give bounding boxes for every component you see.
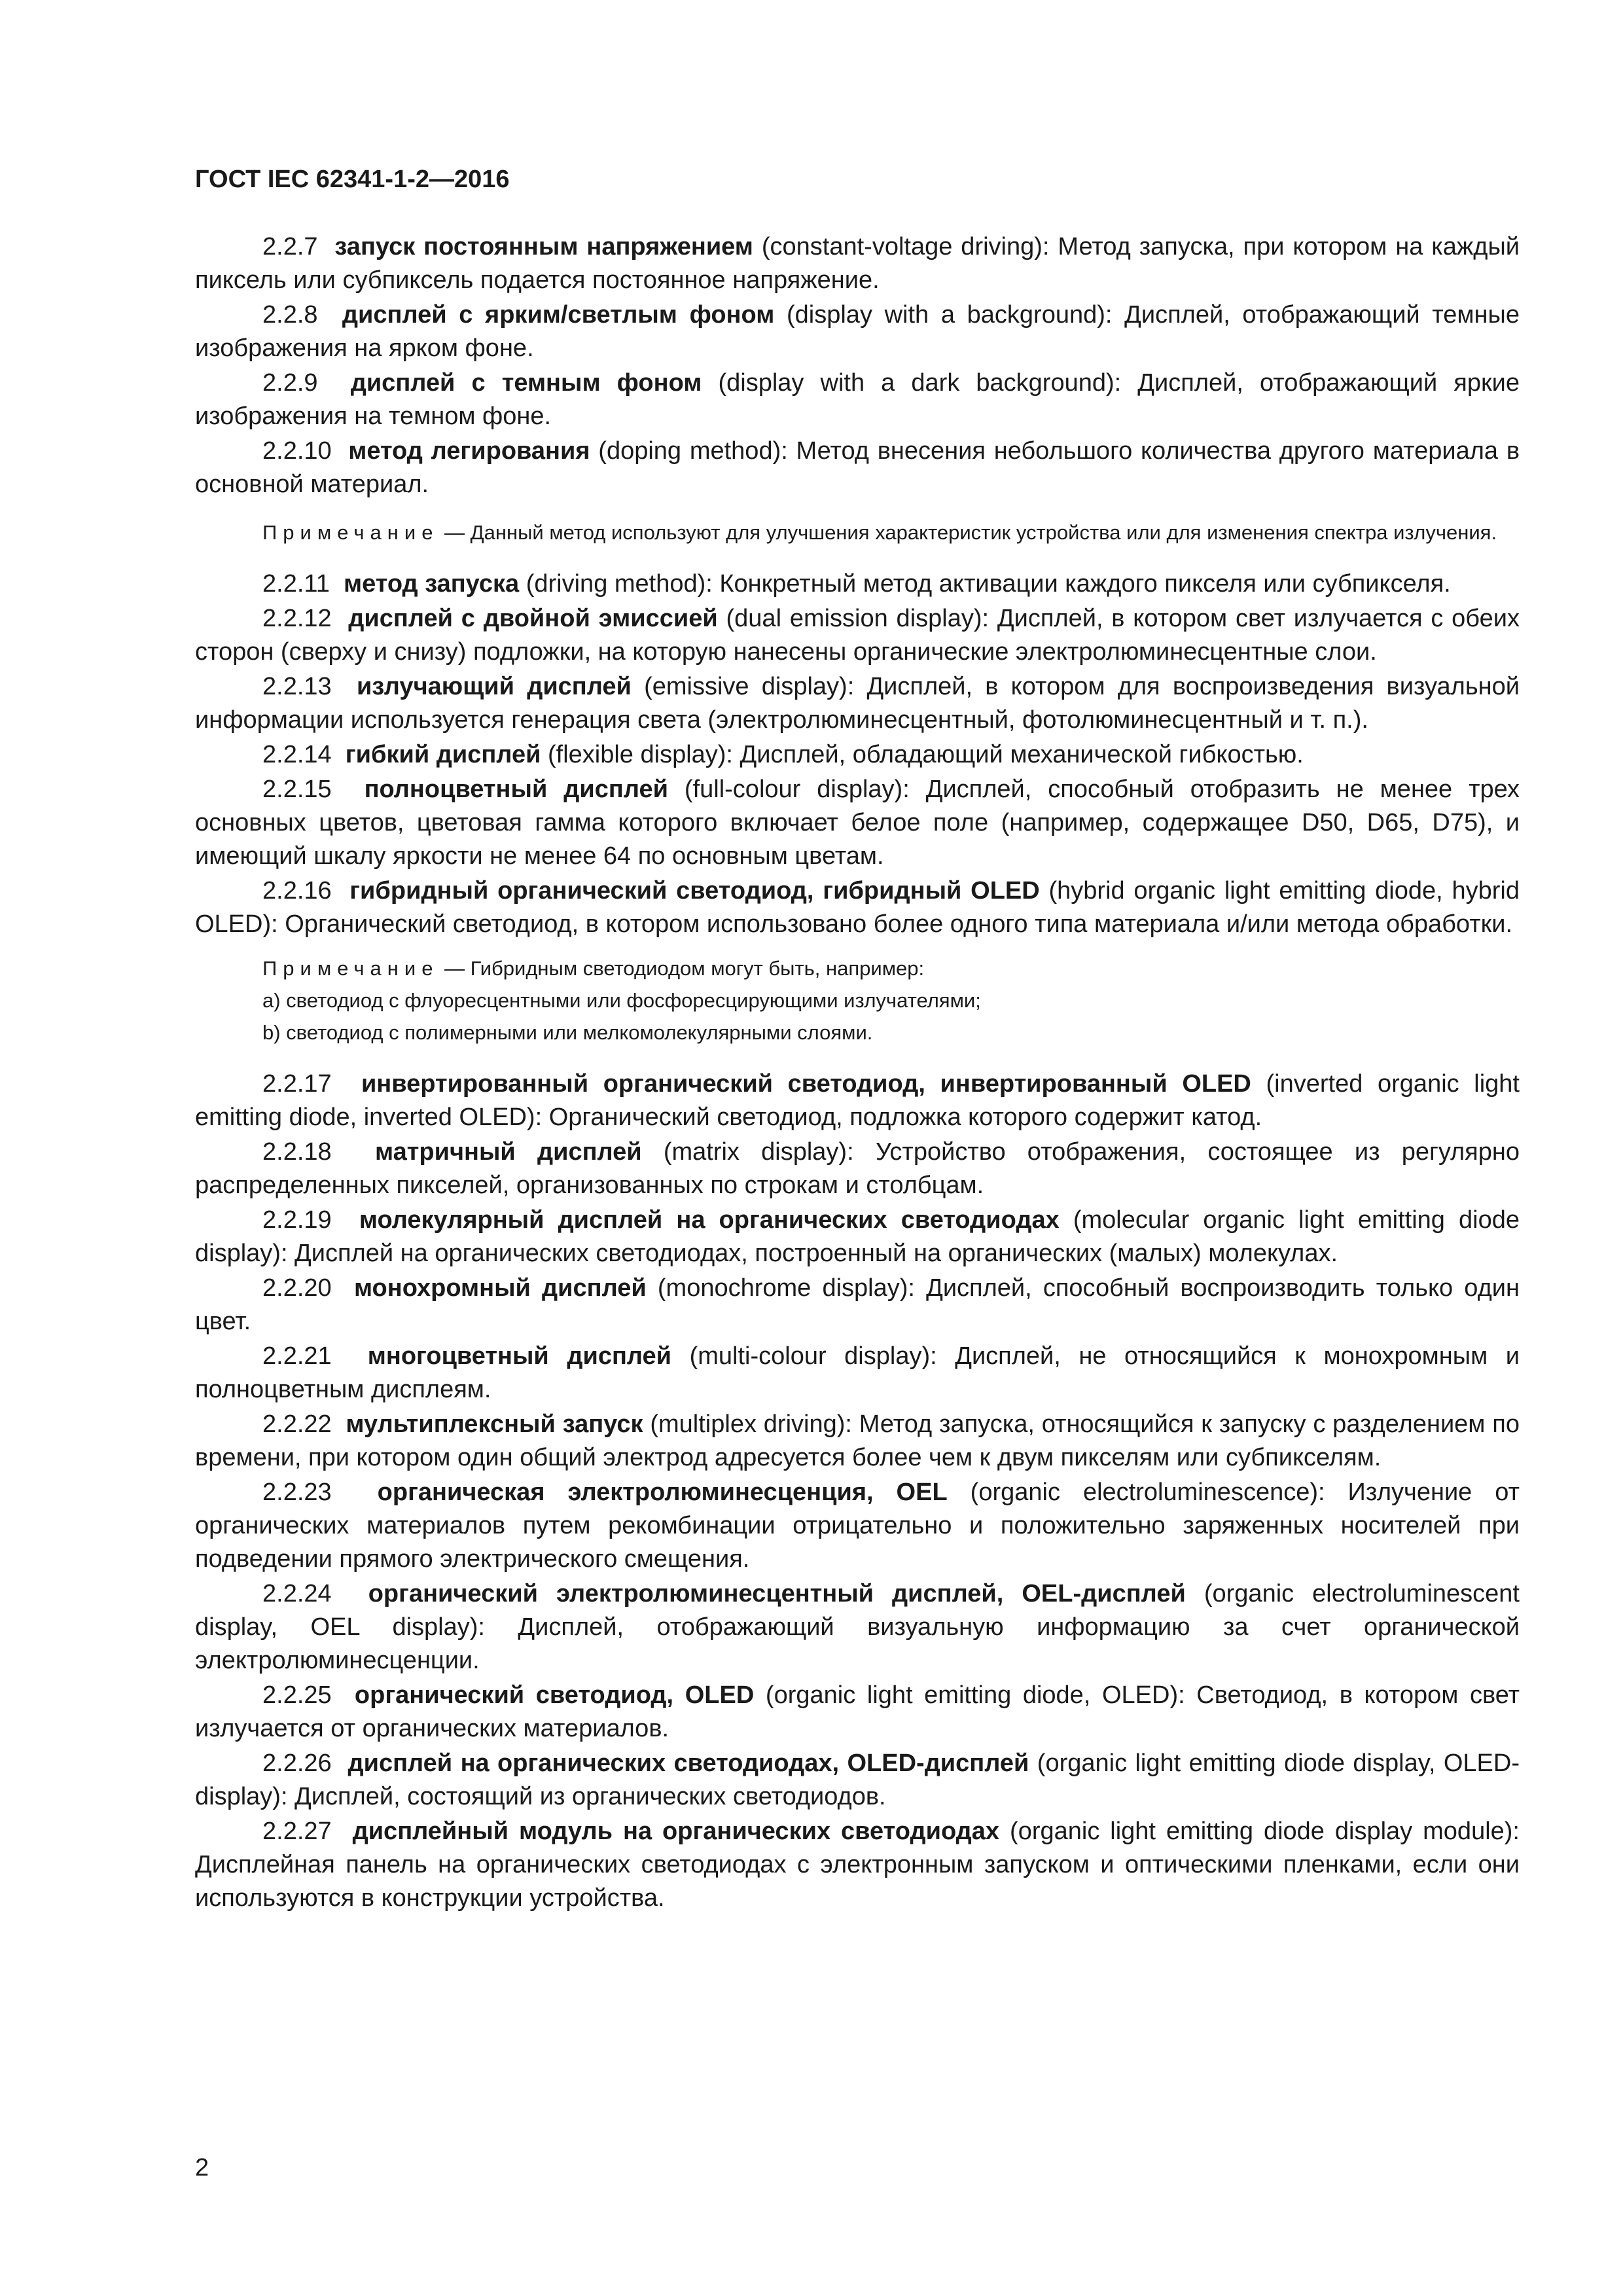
term-name: органический светодиод, OLED [354,1681,755,1709]
entries-group-a [195,230,1520,501]
term-entry-2-2-7 [195,230,1520,297]
term-entry-2-2-8 [195,298,1520,365]
note-doping-method [195,518,1520,547]
term-definition: (dual emission display): Дисплей, в котором свет излучается с обеих сторон (сверху и снизу) подложки, на которую нанесены органические электролюминесцентные слои. [195,605,1520,666]
clause-number: 2.2.15 [262,776,332,803]
term-entry-2-2-24 [195,1577,1520,1677]
clause-number: 2.2.26 [262,1749,332,1777]
term-name: полноцветный дисплей [364,776,668,803]
clause-number: 2.2.18 [262,1138,332,1166]
term-entry-2-2-26 [195,1747,1520,1814]
term-name: многоцветный дисплей [367,1342,672,1370]
term-name: дисплей на органических светодиодах, OLED-дисплей [348,1749,1029,1777]
note-label: Примечание [262,521,439,544]
term-entry-2-2-18 [195,1136,1520,1202]
term-definition: (driving method): Конкретный метод активации каждого пикселя или субпикселя. [519,570,1451,598]
term-entry-2-2-23 [195,1476,1520,1576]
term-name: органический электролюминесцентный дисплей, OEL-дисплей [368,1580,1186,1607]
term-entry-2-2-11 [195,567,1520,601]
term-name: гибкий дисплей [345,741,541,768]
clause-number: 2.2.7 [262,233,318,260]
clause-number: 2.2.20 [262,1274,332,1302]
term-name: мультиплексный запуск [346,1410,643,1438]
term-entry-2-2-16 [195,874,1520,941]
term-name: молекулярный дисплей на органических светодиодах [359,1206,1060,1234]
clause-number: 2.2.21 [262,1342,332,1370]
note-text: — Гибридным светодиодом могут быть, например: [438,957,925,980]
clause-number: 2.2.19 [262,1206,332,1234]
clause-number: 2.2.16 [262,877,332,905]
term-entry-2-2-13 [195,670,1520,737]
clause-number: 2.2.9 [262,369,318,397]
term-definition: (organic electroluminescence): Излучение от органических материалов путем рекомбинации отрицательно и положительно заряженных носителей при подведении прямого электрического смещения. [195,1479,1520,1573]
term-definition: (display with a background): Дисплей, отображающий темные изображения на ярком фоне. [195,301,1520,362]
clause-number: 2.2.17 [262,1070,332,1098]
clause-number: 2.2.24 [262,1580,332,1607]
note-list-item: a) светодиод с флуоресцентными или фосфоресцирующими излучателями; [262,989,981,1012]
clause-number: 2.2.27 [262,1818,332,1845]
note-label: Примечание [262,957,439,980]
term-definition: (organic electroluminescent display, OEL display): Дисплей, отображающий визуальную информацию за счет органической электролюминесценции. [195,1580,1520,1674]
clause-number: 2.2.22 [262,1410,332,1438]
entries-group-c [195,1067,1520,1915]
term-name: излучающий дисплей [357,673,632,700]
term-entry-2-2-22 [195,1408,1520,1475]
term-entry-2-2-20 [195,1272,1520,1338]
note-intro [195,954,1520,982]
term-definition: (display with a dark background): Дисплей, отображающий яркие изображения на темном фоне. [195,369,1520,430]
note-text: — Данный метод используют для улучшения характеристик устройства или для изменения спектра излучения. [438,521,1497,544]
term-definition: (flexible display): Дисплей, обладающий механической гибкостью. [541,741,1304,768]
term-definition: (hybrid organic light emitting diode, hybrid OLED): Органический светодиод, в котором использовано более одного типа материала и/или метода обработки. [195,877,1520,938]
term-name: дисплей с ярким/светлым фоном [342,301,775,329]
standard-designation-header: ГОСТ IEC 62341-1-2—2016 [195,166,510,193]
term-entry-2-2-25 [195,1679,1520,1746]
term-definition: (doping method): Метод внесения небольшого количества другого материала в основной материал. [195,437,1520,498]
term-name: запуск постоянным напряжением [334,233,753,260]
term-name: органическая электролюминесценция, OEL [377,1479,948,1506]
term-entry-2-2-10 [195,435,1520,501]
term-definition: (organic light emitting diode display, OLED-display): Дисплей, состоящий из органических светодиодов. [195,1749,1520,1810]
term-entry-2-2-12 [195,602,1520,669]
term-name: инвертированный органический светодиод, инвертированный OLED [361,1070,1251,1098]
clause-number: 2.2.8 [262,301,318,329]
term-definition: (matrix display): Устройство отображения, состоящее из регулярно распределенных пикселей, организованных по строкам и столбцам. [195,1138,1520,1199]
term-name: дисплей с двойной эмиссией [348,605,718,632]
term-definition: (emissive display): Дисплей, в котором для воспроизведения визуальной информации используется генерация света (электролюминесцентный, фотолюминесцентный и т. п.). [195,673,1520,734]
term-name: дисплей с темным фоном [350,369,702,397]
term-definition: (multi-colour display): Дисплей, не относящийся к монохромным и полноцветным дисплеям. [195,1342,1520,1403]
term-name: гибридный органический светодиод, гибридный OLED [349,877,1040,905]
term-name: дисплейный модуль на органических светодиодах [352,1818,1000,1845]
clause-number: 2.2.10 [262,437,332,465]
term-entry-2-2-19 [195,1204,1520,1270]
term-name: матричный дисплей [375,1138,642,1166]
term-entry-2-2-15 [195,773,1520,873]
term-definition: (constant-voltage driving): Метод запуска, при котором на каждый пиксель или субпиксель подается постоянное напряжение. [195,233,1520,294]
clause-number: 2.2.25 [262,1681,332,1709]
clause-number: 2.2.23 [262,1479,332,1506]
clause-number: 2.2.12 [262,605,332,632]
term-definition: (molecular organic light emitting diode display): Дисплей на органических светодиодах, построенный на органических (малых) молекулах. [195,1206,1520,1267]
term-name: метод легирования [348,437,590,465]
term-name: метод запуска [343,570,520,598]
term-entry-2-2-27 [195,1815,1520,1915]
entries-group-b [195,567,1520,941]
clause-number: 2.2.11 [262,570,330,598]
term-entry-2-2-17 [195,1067,1520,1134]
term-definition: (full-colour display): Дисплей, способный отобразить не менее трех основных цветов, цветовая гамма которого включает белое поле (например, содержащее D50, D65, D75), и имеющий шкалу яркости не менее 64 по основным цветам. [195,776,1520,870]
term-entry-2-2-21 [195,1340,1520,1407]
term-entry-2-2-14 [195,738,1520,772]
note-hybrid-oled [195,954,1520,1047]
term-definition: (multiplex driving): Метод запуска, относящийся к запуску с разделением по времени, при котором один общий электрод адресуется более чем к двум пикселям или субпикселям. [195,1410,1520,1471]
term-entry-2-2-9 [195,367,1520,433]
clause-number: 2.2.14 [262,741,332,768]
note-list-item: b) светодиод с полимерными или мелкомолекулярными слоями. [262,1021,873,1044]
document-body [195,230,1520,1916]
term-definition: (inverted organic light emitting diode, inverted OLED): Органический светодиод, подложка которого содержит катод. [195,1070,1520,1131]
page-number: 2 [195,2154,209,2181]
term-definition: (monochrome display): Дисплей, способный воспроизводить только один цвет. [195,1274,1520,1335]
term-definition: (organic light emitting diode display module): Дисплейная панель на органических светодиодах с электронным запуском и оптическими пленками, если они используются в конструкции устройства. [195,1818,1520,1912]
clause-number: 2.2.13 [262,673,332,700]
term-name: монохромный дисплей [353,1274,647,1302]
term-definition: (organic light emitting diode, OLED): Светодиод, в котором свет излучается от органических материалов. [195,1681,1520,1742]
